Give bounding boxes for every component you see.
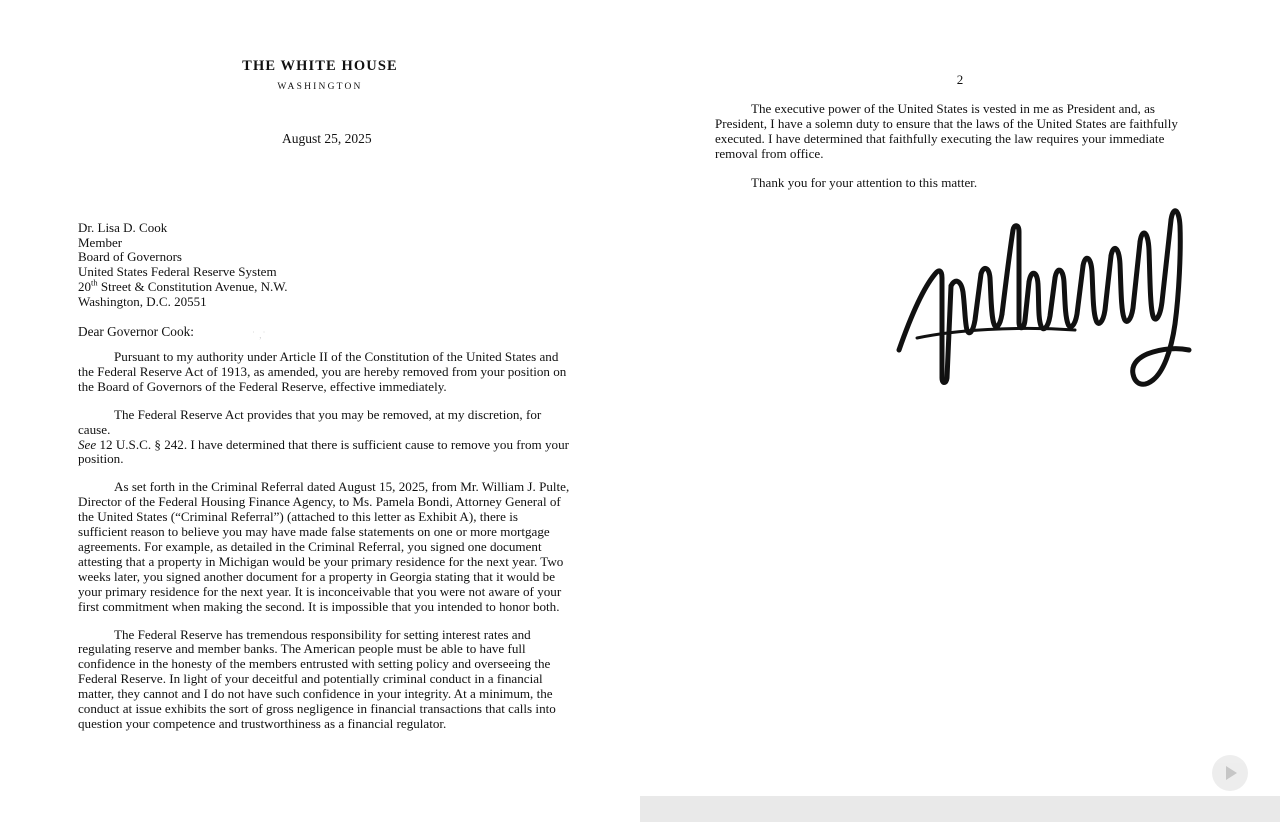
letterhead-title: THE WHITE HOUSE bbox=[242, 58, 398, 74]
recipient-city-state-zip: Washington, D.C. 20551 bbox=[78, 293, 207, 309]
citation-text: 12 U.S.C. § 242. I have determined that there is sufficient cause to remove you from your position. bbox=[78, 436, 570, 467]
play-triangle bbox=[1226, 766, 1237, 780]
recipient-org-line-2: United States Federal Reserve System bbox=[78, 264, 277, 280]
recipient-title: Member bbox=[78, 234, 123, 250]
page-two-paragraph-2: Thank you for your attention to this matter. bbox=[751, 174, 978, 190]
scan-artifact: ˙ ,˙ bbox=[252, 330, 267, 340]
salutation: Dear Governor Cook: bbox=[78, 324, 194, 339]
body-paragraph-3: As set forth in the Criminal Referral dated August 15, 2025, from Mr. William J. Pulte, Director of the Federal Housing Finance Agency, to Ms. Pamela Bondi, Attorney General of the United States (“Criminal Referral”) (attached to this letter as Exhibit A), there is sufficient reason to believe you may have made false statements on one or more mortgage agreements. For example, as detailed in the Criminal Referral, you signed one document attesting that a property in Michigan would be your primary residence for the next year. Two weeks later, you signed another document for a property in Georgia stating that it would be your primary residence for the next year. It is inconceivable that you were not aware of your first commitment when making the second. It is impossible that you intended to honor both. bbox=[78, 479, 570, 614]
document-page-two bbox=[640, 0, 1280, 822]
street-ordinal-suffix: th bbox=[91, 277, 98, 288]
signature bbox=[895, 190, 1195, 400]
recipient-org-line-1: Board of Governors bbox=[78, 249, 182, 265]
body-paragraph-2-text: The Federal Reserve Act provides that you may be removed, at my discretion, for cause. bbox=[78, 406, 542, 437]
recipient-name: Dr. Lisa D. Cook bbox=[78, 220, 168, 235]
viewer-bottom-strip bbox=[640, 796, 1280, 822]
play-icon[interactable] bbox=[1212, 755, 1248, 791]
citation-see: See bbox=[78, 436, 97, 452]
recipient-address-block bbox=[78, 221, 288, 309]
street-rest: Street & Constitution Avenue, N.W. bbox=[97, 278, 288, 294]
body-paragraph-1: Pursuant to my authority under Article II of the Constitution of the United States and the Federal Reserve Act of 1913, as amended, you are hereby removed from your position on the Board of Governors of the Federal Reserve, effective immediately. bbox=[78, 349, 567, 394]
recipient-street bbox=[78, 277, 288, 295]
page-number: 2 bbox=[956, 72, 964, 87]
letter-body bbox=[78, 350, 570, 745]
body-paragraph-4: The Federal Reserve has tremendous responsibility for setting interest rates and regulating reserve and member banks. The American people must be able to have full confidence in the honesty of the members entrusted with setting policy and overseeing the Federal Reserve. In light of your deceitful and potentially criminal conduct in a financial matter, they cannot and I do not have such confidence in your integrity. At a minimum, the conduct at issue exhibits the sort of gross negligence in financial transactions that calls into question your competence and trustworthiness as a financial regulator. bbox=[78, 626, 556, 731]
body-paragraph-2 bbox=[78, 408, 570, 468]
letterhead bbox=[0, 58, 640, 92]
letterhead-subtitle: WASHINGTON bbox=[277, 82, 363, 92]
street-number: 20 bbox=[78, 278, 91, 294]
letter-date: August 25, 2025 bbox=[282, 131, 372, 146]
page-two-paragraph-1: The executive power of the United States is vested in me as President and, as President, I have a solemn duty to ensure that the laws of the United States are faithfully executed. I have determined that faithfully executing the law requires your immediate removal from office. bbox=[715, 101, 1178, 161]
